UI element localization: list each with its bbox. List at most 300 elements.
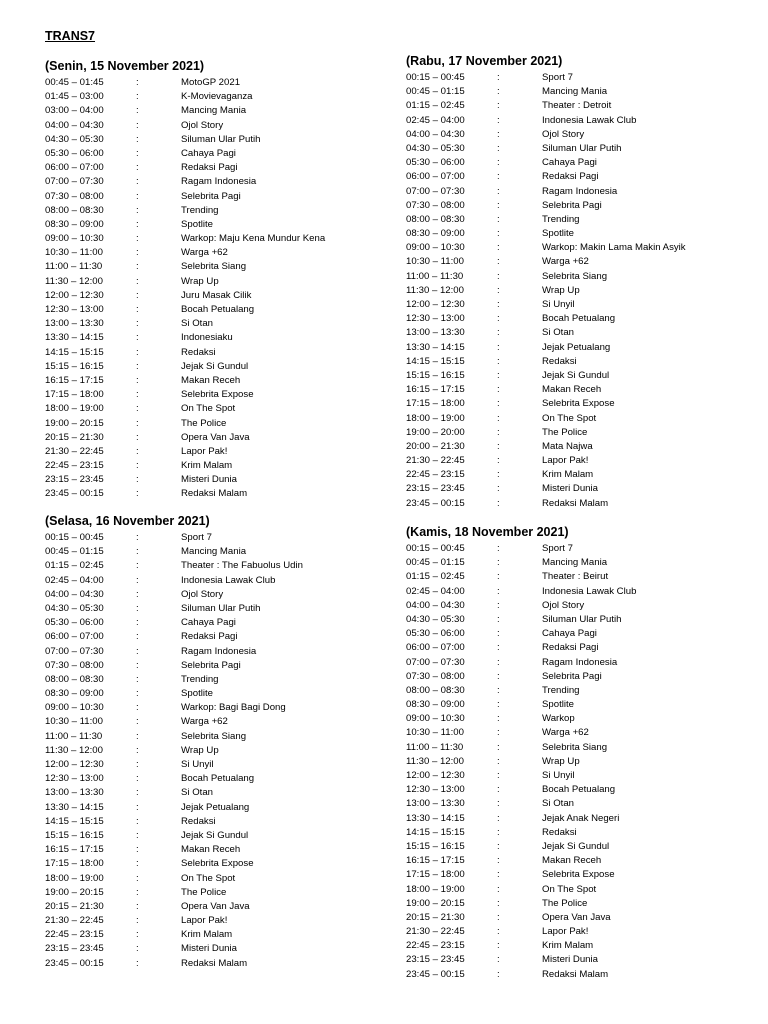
- program-name: Selebrita Expose: [542, 398, 615, 410]
- program-name: Cahaya Pagi: [542, 157, 597, 169]
- time-slot: 15:15 – 16:15: [45, 360, 104, 372]
- program-name: Jejak Si Gundul: [542, 369, 610, 381]
- time-slot: 19:00 – 20:15: [45, 886, 104, 898]
- time-slot: 08:30 – 09:00: [45, 218, 104, 230]
- program-name: Bocah Petualang: [542, 784, 616, 796]
- separator: :: [497, 483, 500, 495]
- schedule-row: [45, 772, 255, 786]
- schedule-row: [45, 445, 228, 459]
- program-name: Cahaya Pagi: [181, 147, 236, 159]
- separator: :: [497, 72, 500, 83]
- separator: :: [136, 346, 139, 358]
- program-name: Lapor Pak!: [181, 445, 228, 457]
- schedule-row: [406, 868, 615, 882]
- separator: :: [497, 341, 500, 353]
- program-name: On The Spot: [542, 883, 597, 895]
- schedule-row: [45, 886, 227, 900]
- schedule-row: [406, 556, 608, 570]
- program-name: Siluman Ular Putih: [181, 602, 261, 614]
- program-name: K-Movievaganza: [181, 91, 253, 103]
- separator: :: [136, 744, 139, 756]
- time-slot: 08:00 – 08:30: [406, 684, 465, 696]
- time-slot: 19:00 – 20:15: [406, 897, 465, 909]
- program-name: Warkop: Maju Kena Mundur Kena: [181, 233, 326, 245]
- program-name: Jejak Si Gundul: [542, 840, 610, 852]
- time-slot: 23:45 – 00:15: [406, 968, 465, 980]
- day-block-kamis: [406, 522, 637, 982]
- separator: :: [136, 474, 139, 486]
- schedule-row: [45, 90, 253, 104]
- time-slot: 12:30 – 13:00: [45, 773, 104, 785]
- separator: :: [497, 455, 500, 467]
- schedule-row: [406, 812, 620, 826]
- separator: :: [136, 829, 139, 841]
- schedule-list: [406, 542, 637, 982]
- separator: :: [497, 911, 500, 923]
- program-name: Warga +62: [181, 716, 228, 728]
- time-slot: 08:30 – 09:00: [406, 228, 465, 240]
- program-name: Indonesia Lawak Club: [181, 574, 276, 586]
- schedule-row: [45, 616, 236, 630]
- schedule-row: [406, 741, 608, 755]
- schedule-row: [45, 360, 249, 374]
- schedule-row: [45, 715, 228, 729]
- time-slot: 13:00 – 13:30: [406, 798, 465, 810]
- time-slot: 14:15 – 15:15: [45, 815, 104, 827]
- program-name: Theater : Detroit: [542, 100, 612, 112]
- schedule-row: [45, 487, 248, 501]
- separator: :: [136, 105, 139, 117]
- program-name: Ojol Story: [542, 128, 585, 140]
- separator: :: [497, 699, 500, 711]
- schedule-row: [406, 85, 608, 99]
- program-name: Jejak Petualang: [181, 801, 250, 813]
- schedule-row: [406, 925, 589, 939]
- separator: :: [136, 389, 139, 401]
- program-name: Jejak Si Gundul: [181, 360, 249, 372]
- time-slot: 21:30 – 22:45: [45, 915, 104, 927]
- separator: :: [497, 497, 500, 509]
- schedule-row: [406, 897, 588, 911]
- schedule-row: [406, 213, 580, 227]
- program-name: Selebrita Expose: [181, 389, 254, 401]
- schedule-row: [406, 769, 575, 783]
- separator: :: [136, 403, 139, 415]
- program-name: Lapor Pak!: [181, 915, 228, 927]
- schedule-row: [45, 843, 241, 857]
- separator: :: [497, 242, 500, 254]
- program-name: Krim Malam: [542, 469, 594, 481]
- program-name: Wrap Up: [181, 744, 219, 756]
- separator: :: [497, 100, 500, 112]
- separator: :: [497, 954, 500, 966]
- time-slot: 01:15 – 02:45: [45, 560, 104, 572]
- program-name: Makan Receh: [542, 384, 602, 396]
- separator: :: [497, 440, 500, 452]
- separator: :: [497, 398, 500, 410]
- schedule-row: [45, 659, 241, 673]
- time-slot: 05:30 – 06:00: [406, 157, 465, 169]
- day-heading: (Selasa, 16 November 2021): [45, 514, 210, 528]
- schedule-row: [406, 454, 589, 468]
- separator: :: [136, 659, 139, 671]
- program-name: Si Unyil: [542, 299, 575, 310]
- time-slot: 15:15 – 16:15: [406, 840, 465, 852]
- separator: :: [136, 929, 139, 941]
- separator: :: [497, 968, 500, 980]
- schedule-row: [406, 312, 616, 326]
- program-name: Redaksi Malam: [542, 497, 609, 509]
- time-slot: 22:45 – 23:15: [406, 940, 465, 952]
- schedule-row: [406, 783, 616, 797]
- time-slot: 13:00 – 13:30: [45, 318, 104, 330]
- program-name: The Police: [542, 426, 588, 438]
- schedule-row: [406, 156, 597, 170]
- program-name: Lapor Pak!: [542, 926, 589, 938]
- time-slot: 16:15 – 17:15: [45, 374, 104, 386]
- time-slot: 09:00 – 10:30: [406, 242, 465, 254]
- time-slot: 04:00 – 04:30: [406, 128, 465, 140]
- time-slot: 03:00 – 04:00: [45, 105, 104, 117]
- separator: :: [136, 759, 139, 770]
- separator: :: [136, 77, 139, 88]
- separator: :: [136, 374, 139, 386]
- time-slot: 04:30 – 05:30: [406, 142, 465, 154]
- program-name: Warkop: Bagi Bagi Dong: [181, 702, 286, 714]
- time-slot: 23:15 – 23:45: [406, 954, 465, 966]
- program-name: Selebrita Siang: [542, 270, 608, 282]
- schedule-row: [406, 883, 597, 897]
- time-slot: 04:00 – 04:30: [406, 599, 465, 611]
- program-name: Selebrita Expose: [181, 858, 254, 870]
- time-slot: 05:30 – 06:00: [45, 147, 104, 159]
- schedule-row: [406, 298, 575, 312]
- program-name: Trending: [542, 213, 580, 225]
- schedule-row: [406, 369, 610, 383]
- separator: :: [136, 943, 139, 955]
- program-name: Warga +62: [181, 247, 228, 259]
- time-slot: 07:00 – 07:30: [45, 645, 104, 657]
- separator: :: [497, 128, 500, 140]
- separator: :: [136, 488, 139, 500]
- time-slot: 10:30 – 11:00: [406, 256, 464, 268]
- time-slot: 22:45 – 23:15: [45, 460, 104, 472]
- schedule-row: [45, 630, 238, 644]
- program-name: Redaksi: [181, 815, 216, 827]
- time-slot: 16:15 – 17:15: [45, 844, 104, 856]
- separator: :: [136, 688, 139, 700]
- time-slot: 22:45 – 23:15: [406, 469, 465, 481]
- time-slot: 11:00 – 11:30: [45, 730, 103, 742]
- program-name: Misteri Dunia: [181, 943, 237, 955]
- time-slot: 07:30 – 08:00: [406, 670, 465, 682]
- program-name: On The Spot: [181, 403, 236, 415]
- separator: :: [136, 218, 139, 230]
- separator: :: [497, 284, 500, 296]
- schedule-row: [45, 119, 224, 133]
- schedule-row: [45, 204, 219, 218]
- schedule-list: [406, 71, 686, 511]
- schedule-row: [406, 670, 602, 684]
- separator: :: [136, 546, 139, 558]
- time-slot: 13:30 – 14:15: [45, 801, 104, 813]
- schedule-row: [45, 872, 236, 886]
- separator: :: [497, 114, 500, 126]
- time-slot: 06:00 – 07:00: [45, 162, 104, 174]
- schedule-row: [45, 545, 247, 559]
- time-slot: 00:45 – 01:15: [406, 557, 465, 569]
- time-slot: 02:45 – 04:00: [406, 114, 465, 126]
- schedule-row: [45, 76, 241, 90]
- time-slot: 19:00 – 20:00: [406, 426, 465, 438]
- program-name: Wrap Up: [542, 755, 580, 767]
- time-slot: 17:15 – 18:00: [45, 858, 104, 870]
- separator: :: [136, 645, 139, 657]
- separator: :: [136, 900, 139, 912]
- time-slot: 11:00 – 11:30: [406, 270, 464, 282]
- separator: :: [136, 787, 139, 799]
- separator: :: [136, 332, 139, 344]
- separator: :: [497, 926, 500, 938]
- program-name: Cahaya Pagi: [542, 628, 597, 640]
- program-name: Theater : Beirut: [542, 571, 609, 583]
- program-name: Misteri Dunia: [542, 483, 598, 495]
- separator: :: [136, 289, 139, 301]
- separator: :: [497, 199, 500, 211]
- separator: :: [497, 713, 500, 725]
- separator: :: [136, 431, 139, 443]
- separator: :: [497, 855, 500, 867]
- schedule-row: [45, 645, 257, 659]
- schedule-row: [45, 431, 250, 445]
- schedule-row: [45, 303, 255, 317]
- separator: :: [136, 872, 139, 884]
- day-heading: (Rabu, 17 November 2021): [406, 54, 563, 68]
- time-slot: 02:45 – 04:00: [45, 574, 104, 586]
- separator: :: [497, 684, 500, 696]
- time-slot: 19:00 – 20:15: [45, 417, 104, 429]
- program-name: Sport 7: [542, 543, 573, 554]
- program-name: On The Spot: [181, 872, 236, 884]
- program-name: Si Otan: [542, 327, 574, 339]
- separator: :: [497, 157, 500, 169]
- time-slot: 07:30 – 08:00: [45, 190, 104, 202]
- time-slot: 11:30 – 12:00: [45, 744, 103, 756]
- program-name: Warkop: [542, 713, 575, 725]
- separator: :: [136, 773, 139, 785]
- schedule-row: [45, 190, 241, 204]
- time-slot: 17:15 – 18:00: [45, 389, 104, 401]
- separator: :: [136, 716, 139, 728]
- schedule-row: [45, 388, 254, 402]
- day-heading: (Senin, 15 November 2021): [45, 59, 205, 73]
- schedule-row: [406, 570, 609, 584]
- time-slot: 06:00 – 07:00: [406, 171, 465, 183]
- program-name: Trending: [181, 673, 219, 685]
- program-name: Siluman Ular Putih: [181, 133, 261, 145]
- program-name: Indonesia Lawak Club: [542, 114, 637, 126]
- separator: :: [136, 91, 139, 103]
- program-name: Mancing Mania: [181, 546, 247, 558]
- separator: :: [136, 233, 139, 245]
- time-slot: 00:45 – 01:15: [45, 546, 104, 558]
- time-slot: 04:30 – 05:30: [45, 602, 104, 614]
- time-slot: 00:45 – 01:45: [45, 77, 104, 88]
- day-block-selasa: [45, 511, 303, 971]
- program-name: Selebrita Siang: [181, 730, 247, 742]
- schedule-row: [45, 161, 238, 175]
- separator: :: [497, 840, 500, 852]
- schedule-row: [45, 942, 237, 956]
- time-slot: 18:00 – 19:00: [45, 872, 104, 884]
- day-block-senin: [45, 56, 326, 502]
- separator: :: [497, 270, 500, 282]
- separator: :: [136, 617, 139, 629]
- program-name: Mancing Mania: [181, 105, 247, 117]
- program-name: Si Unyil: [542, 770, 575, 781]
- program-name: Selebrita Siang: [181, 261, 247, 273]
- separator: :: [497, 426, 500, 438]
- schedule-row: [45, 175, 257, 189]
- time-slot: 00:15 – 00:45: [45, 532, 104, 543]
- separator: :: [497, 727, 500, 739]
- schedule-row: [406, 854, 602, 868]
- program-name: Warga +62: [542, 256, 589, 268]
- separator: :: [136, 417, 139, 429]
- time-slot: 08:00 – 08:30: [45, 673, 104, 685]
- schedule-row: [45, 402, 236, 416]
- program-name: Ragam Indonesia: [542, 656, 618, 668]
- schedule-row: [406, 128, 585, 142]
- time-slot: 18:00 – 19:00: [406, 883, 465, 895]
- separator: :: [497, 940, 500, 952]
- schedule-row: [45, 744, 219, 758]
- program-name: Bocah Petualang: [542, 313, 616, 325]
- separator: :: [497, 897, 500, 909]
- program-name: Redaksi Pagi: [181, 631, 238, 643]
- schedule-row: [45, 673, 219, 687]
- schedule-row: [406, 426, 588, 440]
- separator: :: [497, 327, 500, 339]
- time-slot: 07:30 – 08:00: [406, 199, 465, 211]
- schedule-row: [45, 602, 261, 616]
- schedule-row: [45, 317, 213, 331]
- separator: :: [497, 798, 500, 810]
- time-slot: 14:15 – 15:15: [45, 346, 104, 358]
- schedule-row: [406, 440, 593, 454]
- schedule-row: [45, 374, 241, 388]
- program-name: Redaksi: [542, 355, 577, 367]
- program-name: Makan Receh: [181, 844, 241, 856]
- schedule-row: [45, 957, 248, 971]
- time-slot: 20:15 – 21:30: [45, 431, 104, 443]
- program-name: Redaksi: [542, 826, 577, 838]
- schedule-row: [406, 613, 622, 627]
- schedule-row: [406, 840, 610, 854]
- program-name: Spotlite: [181, 218, 213, 230]
- schedule-row: [406, 911, 611, 925]
- schedule-row: [45, 758, 214, 772]
- program-name: Redaksi Pagi: [542, 642, 599, 654]
- schedule-row: [406, 585, 637, 599]
- schedule-row: [406, 755, 580, 769]
- program-name: Mancing Mania: [542, 557, 608, 569]
- program-name: Ragam Indonesia: [181, 176, 257, 188]
- program-name: Wrap Up: [542, 284, 580, 296]
- separator: :: [497, 86, 500, 98]
- separator: :: [136, 318, 139, 330]
- program-name: On The Spot: [542, 412, 597, 424]
- schedule-row: [45, 104, 247, 118]
- program-name: Trending: [181, 204, 219, 216]
- schedule-row: [45, 147, 236, 161]
- separator: :: [497, 213, 500, 225]
- time-slot: 07:00 – 07:30: [406, 656, 465, 668]
- schedule-row: [406, 355, 577, 369]
- time-slot: 18:00 – 19:00: [45, 403, 104, 415]
- schedule-row: [406, 968, 609, 982]
- separator: :: [136, 261, 139, 273]
- program-name: Si Otan: [181, 787, 213, 799]
- time-slot: 00:45 – 01:15: [406, 86, 465, 98]
- time-slot: 16:15 – 17:15: [406, 855, 465, 867]
- time-slot: 20:15 – 21:30: [406, 911, 465, 923]
- program-name: Selebrita Pagi: [542, 670, 602, 682]
- program-name: Selebrita Pagi: [181, 659, 241, 671]
- separator: :: [497, 826, 500, 838]
- schedule-row: [406, 270, 608, 284]
- schedule-row: [406, 953, 598, 967]
- separator: :: [497, 543, 500, 554]
- schedule-row: [406, 726, 589, 740]
- program-name: Mata Najwa: [542, 440, 593, 452]
- time-slot: 08:00 – 08:30: [45, 204, 104, 216]
- separator: :: [497, 228, 500, 240]
- separator: :: [497, 812, 500, 824]
- time-slot: 09:00 – 10:30: [45, 702, 104, 714]
- schedule-row: [406, 170, 599, 184]
- schedule-row: [406, 468, 594, 482]
- time-slot: 13:30 – 14:15: [406, 812, 465, 824]
- program-name: Selebrita Expose: [542, 869, 615, 881]
- separator: :: [136, 147, 139, 159]
- schedule-row: [406, 397, 615, 411]
- schedule-row: [406, 599, 585, 613]
- separator: :: [136, 673, 139, 685]
- separator: :: [136, 844, 139, 856]
- time-slot: 22:45 – 23:15: [45, 929, 104, 941]
- schedule-row: [406, 185, 618, 199]
- time-slot: 10:30 – 11:00: [45, 247, 103, 259]
- separator: :: [497, 256, 500, 268]
- program-name: Spotlite: [181, 688, 213, 700]
- separator: :: [136, 162, 139, 174]
- time-slot: 07:00 – 07:30: [45, 176, 104, 188]
- time-slot: 15:15 – 16:15: [45, 829, 104, 841]
- time-slot: 14:15 – 15:15: [406, 355, 465, 367]
- separator: :: [136, 560, 139, 572]
- schedule-row: [406, 142, 622, 156]
- schedule-row: [45, 914, 228, 928]
- schedule-list: [45, 76, 326, 502]
- time-slot: 21:30 – 22:45: [45, 445, 104, 457]
- program-name: Trending: [542, 684, 580, 696]
- separator: :: [136, 532, 139, 543]
- program-name: Si Otan: [542, 798, 574, 810]
- program-name: The Police: [542, 897, 588, 909]
- schedule-row: [406, 627, 597, 641]
- schedule-row: [45, 331, 233, 345]
